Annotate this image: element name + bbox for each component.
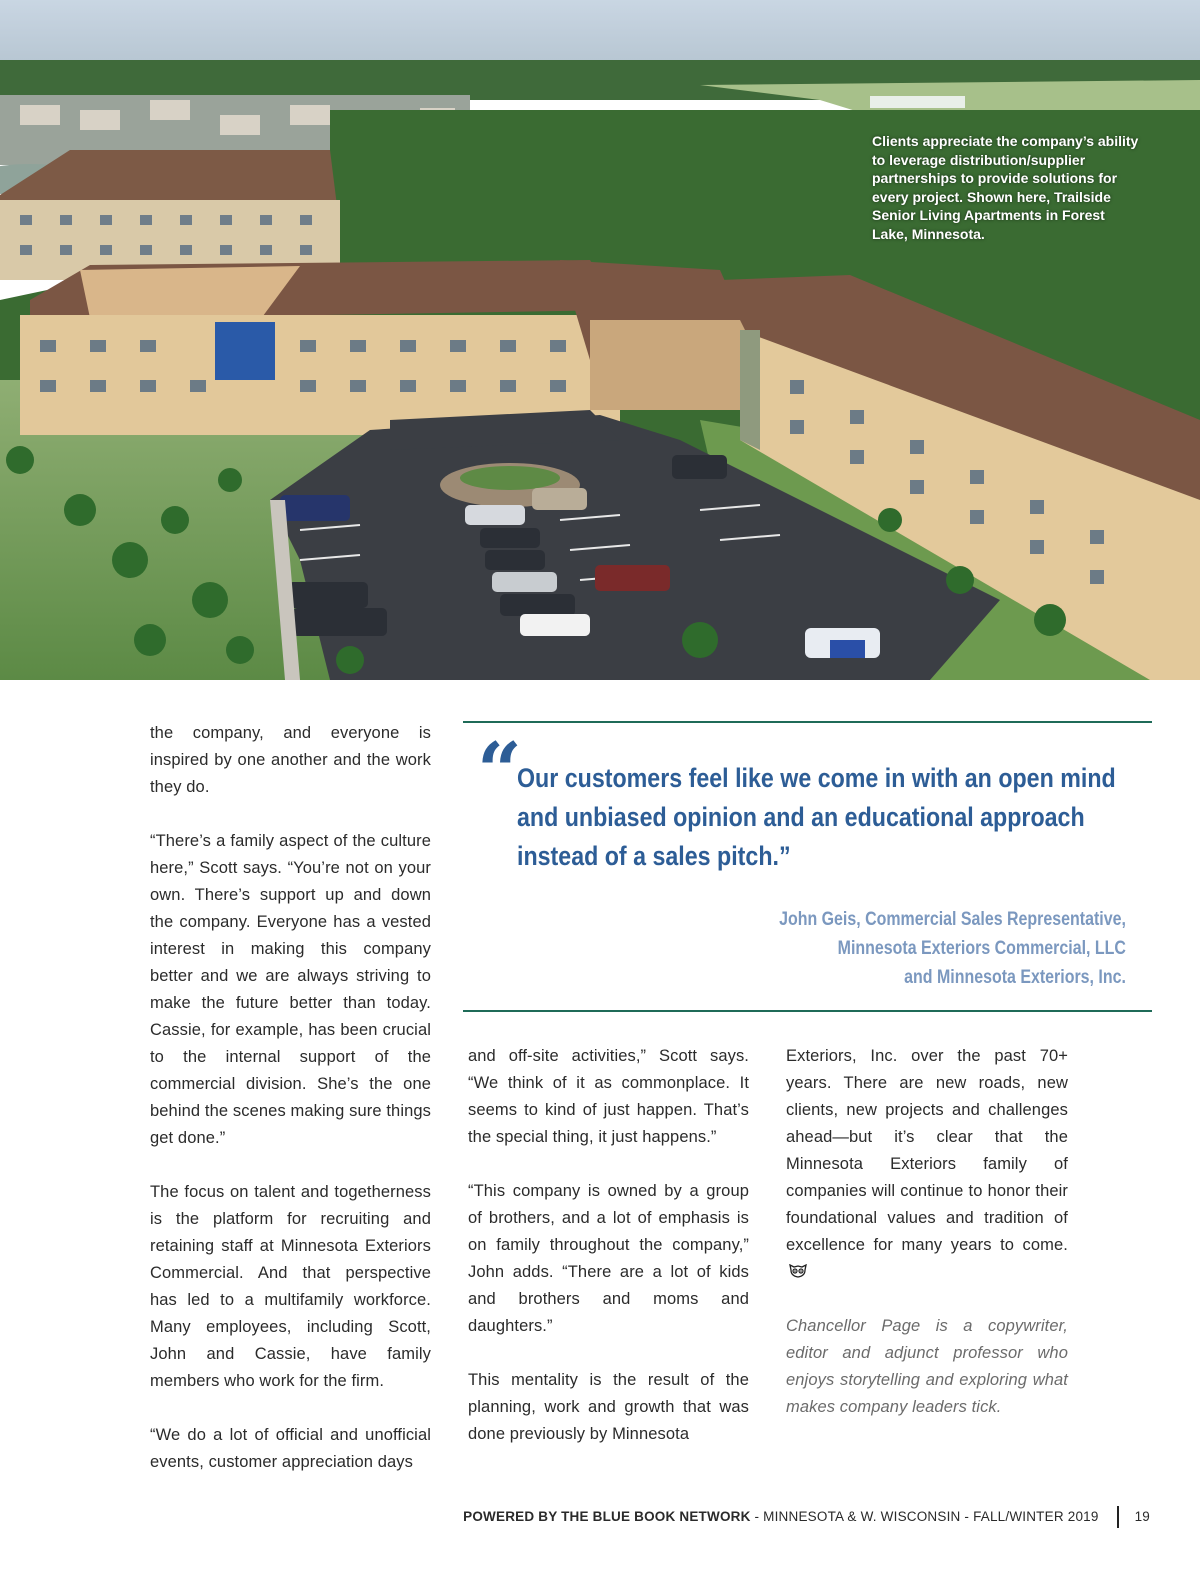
photo-caption: Clients appreciate the company’s ability to leverage distribution/supplier partnerships to provide solutions for every project. Shown here, Trailside Senior Living Apartments in Forest Lake, Minnesota. — [872, 133, 1139, 242]
hero-photo — [0, 0, 1200, 680]
paragraph: This mentality is the result of the planning, work and growth that was done previously by Minnesota — [468, 1371, 749, 1443]
paragraph: “We do a lot of official and unofficial events, customer appreciation days — [150, 1426, 431, 1471]
paragraph — [786, 1043, 1068, 1286]
paragraph: The focus on talent and togetherness is the platform for recruiting and retaining staff at Minnesota Exteriors Commercial. And that perspective has led to a multifamily workforce. Many employees, including Scott, John and Cassie, have family members who work for the firm. — [150, 1183, 431, 1390]
page-footer — [463, 1505, 1150, 1529]
footer-divider — [1117, 1506, 1119, 1528]
aerial-building-illustration — [0, 0, 1200, 680]
attribution-line: John Geis, Commercial Sales Representative, — [779, 909, 1126, 930]
footer-brand: POWERED BY THE BLUE BOOK NETWORK — [463, 1509, 751, 1524]
paragraph: and off-site activities,” Scott says. “We think of it as commonplace. It seems to kind of just happen. That’s the special thing, it just happens.” — [468, 1047, 749, 1146]
owl-logo-icon — [789, 1264, 807, 1278]
attribution-line: and Minnesota Exteriors, Inc. — [904, 967, 1126, 988]
article-column-1 — [150, 720, 431, 1476]
article-column-3 — [786, 1043, 1068, 1421]
page-number: 19 — [1134, 1509, 1150, 1524]
footer-edition: - MINNESOTA & W. WISCONSIN - FALL/WINTER 2019 — [750, 1509, 1099, 1524]
paragraph: “This company is owned by a group of brothers, and a lot of emphasis is on family throughout the company,” John adds. “There are a lot of kids and brothers and moms and daughters.” — [468, 1182, 749, 1335]
paragraph: the company, and everyone is inspired by one another and the work they do. — [150, 724, 431, 796]
quote-mark-icon: “ — [477, 726, 522, 817]
attribution-line: Minnesota Exteriors Commercial, LLC — [837, 938, 1126, 959]
paragraph: “There’s a family aspect of the culture here,” Scott says. “You’re not on your own. There’s support up and down the company. Everyone has a vested interest in making this company better and we are always striving to make the future better than today. Cassie, for example, has been crucial to the internal support of the commercial division. She’s the one behind the scenes making sure things get done.” — [150, 832, 431, 1147]
author-bio: Chancellor Page is a copywriter, editor and adjunct professor who enjoys storytelling and exploring what makes company leaders tick. — [786, 1317, 1068, 1416]
closing-text: Exteriors, Inc. over the past 70+ years. There are new roads, new clients, new projects and challenges ahead—but it’s clear that the Minnesota Exteriors family of companies will continue to honor their foundational values and tradition of excellence for many years to come. — [786, 1047, 1068, 1254]
pull-quote — [463, 721, 1152, 1012]
pull-quote-text: Our customers feel like we come in with an open mind and unbiased opinion and an educational approach instead of a sales pitch.” — [517, 763, 1116, 871]
pull-quote-attribution — [779, 905, 1126, 992]
article-column-2 — [468, 1043, 749, 1448]
